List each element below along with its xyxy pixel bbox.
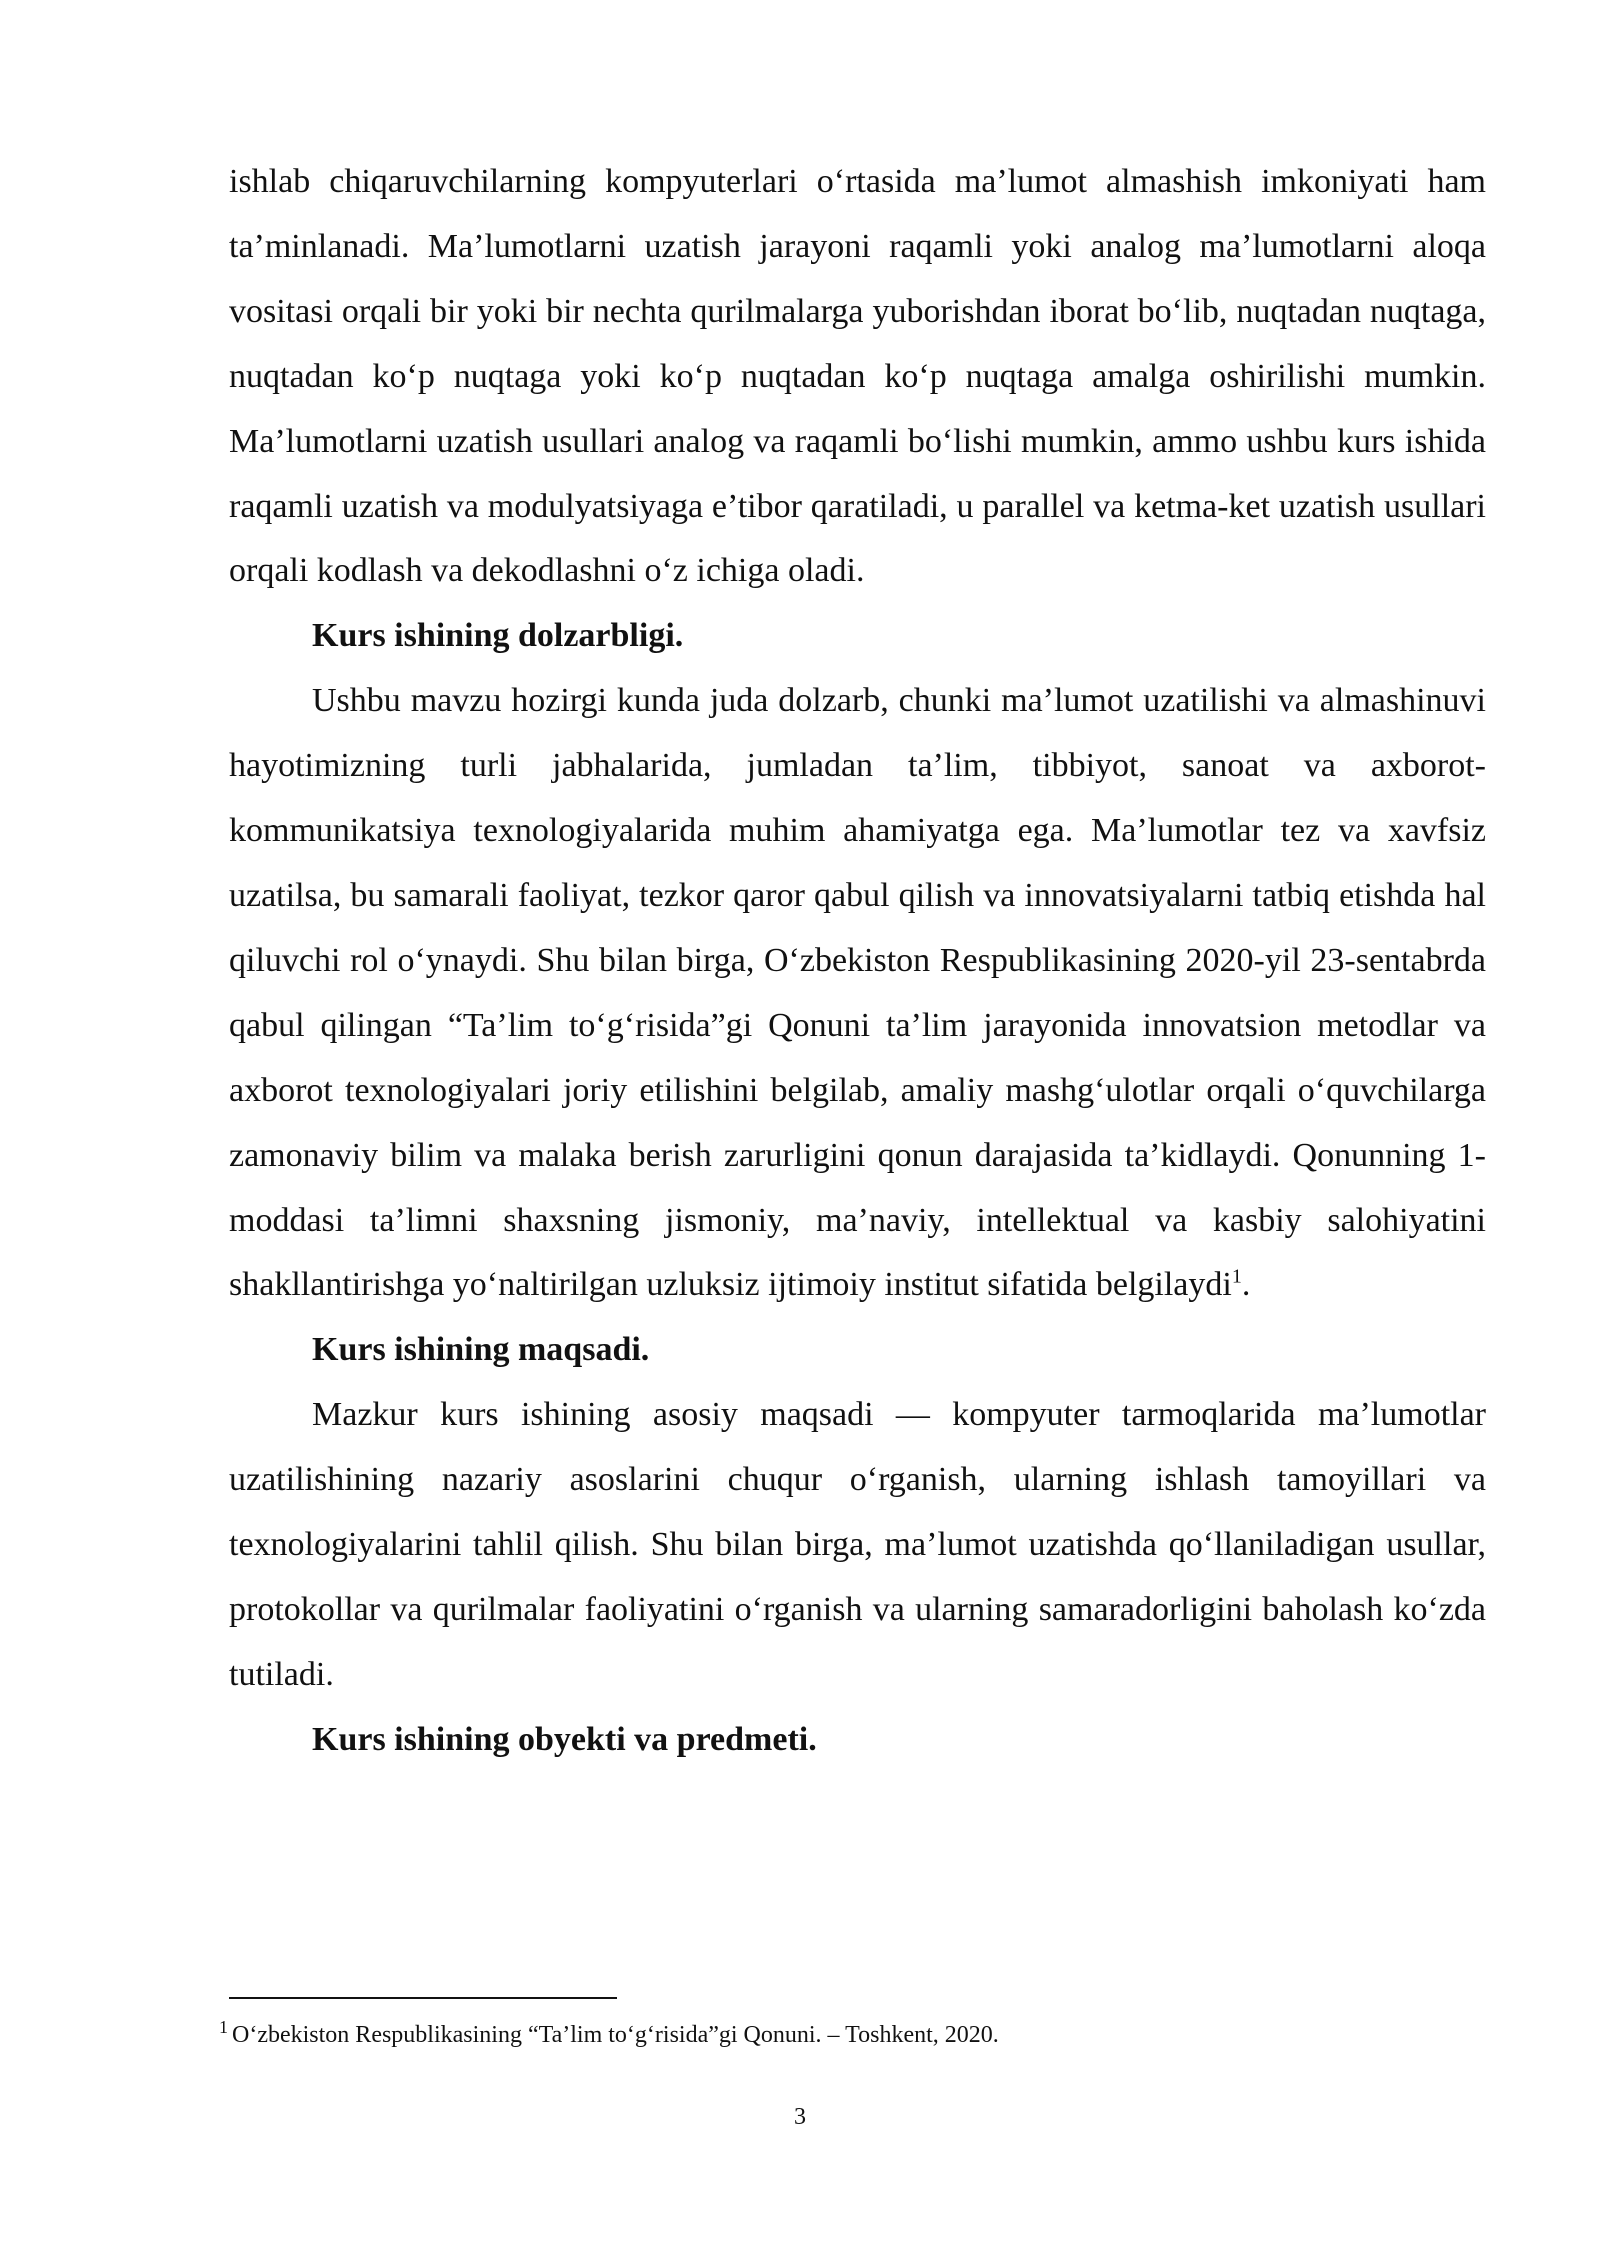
footnote-separator	[229, 1997, 617, 1999]
body-text	[229, 150, 1486, 1773]
page-number: 3	[794, 2104, 806, 2130]
paragraph-dolzarbligi-end: .	[1241, 1266, 1251, 1304]
heading-obyekti: Kurs ishining obyekti va predmeti.	[312, 1720, 817, 1758]
footnote	[219, 2018, 1479, 2052]
footnote-number: 1	[219, 2017, 228, 2037]
paragraph-maqsadi: Mazkur kurs ishining asosiy maqsadi — kompyuter tarmoqlarida ma’lumotlar uzatilishining nazariy asoslarini chuqur o‘rganish, ularning ishlash tamoyillari va texnologiyalarini tahlil qilish. Shu bilan birga, ma’lumot uzatishda qo‘llaniladigan usullar, protokollar va qurilmalar faoliyatini o‘rganish va ularning samaradorligini baholash ko‘zda tutiladi.	[229, 1396, 1486, 1693]
paragraph-dolzarbligi-text: Ushbu mavzu hozirgi kunda juda dolzarb, chunki ma’lumot uzatilishi va almashinuvi hayotimizning turli jabhalarida, jumladan ta’lim, tibbiyot, sanoat va axborot-kommunikatsiya texnologiyalarida muhim ahamiyatga ega. Ma’lumotlar tez va xavfsiz uzatilsa, bu samarali faoliyat, tezkor qaror qabul qilish va innovatsiyalarni tatbiq etishda hal qiluvchi rol o‘ynaydi. Shu bilan birga, O‘zbekiston Respublikasining 2020-yil 23-sentabrda qabul qilingan “Ta’lim to‘g‘risida”gi Qonuni ta’lim jarayonida innovatsion metodlar va axborot texnologiyalari joriy etilishini belgilab, amaliy mashg‘ulotlar orqali o‘quvchilarga zamonaviy bilim va malaka berish zarurligini qonun darajasida ta’kidlaydi. Qonunning 1-moddasi ta’limni shaxsning jismoniy, ma’naviy, intellektual va kasbiy salohiyatini shakllantirishga yo‘naltirilgan uzluksiz ijtimoiy institut sifatida belgilaydi	[229, 682, 1486, 1304]
footnote-text: O‘zbekiston Respublikasining “Ta’lim to‘g‘risida”gi Qonuni. – Toshkent, 2020.	[232, 2022, 999, 2048]
paragraph-dolzarbligi	[229, 669, 1486, 1318]
paragraph-intro-continuation: ishlab chiqaruvchilarning kompyuterlari o‘rtasida ma’lumot almashish imkoniyati ham ta’minlanadi. Ma’lumotlarni uzatish jarayoni raqamli yoki analog ma’lumotlarni aloqa vositasi orqali bir yoki bir nechta qurilmalarga yuborishdan iborat bo‘lib, nuqtadan nuqtaga, nuqtadan ko‘p nuqtaga yoki ko‘p nuqtadan ko‘p nuqtaga amalga oshirilishi mumkin. Ma’lumotlarni uzatish usullari analog va raqamli bo‘lishi mumkin, ammo ushbu kurs ishida raqamli uzatish va modulyatsiyaga e’tibor qaratiladi, u parallel va ketma-ket uzatish usullari orqali kodlash va dekodlashni o‘z ichiga oladi.	[229, 163, 1486, 590]
heading-dolzarbligi: Kurs ishining dolzarbligi.	[312, 617, 684, 655]
heading-maqsadi: Kurs ishining maqsadi.	[312, 1331, 650, 1369]
footnote-reference[interactable]: 1	[1231, 1266, 1242, 1289]
